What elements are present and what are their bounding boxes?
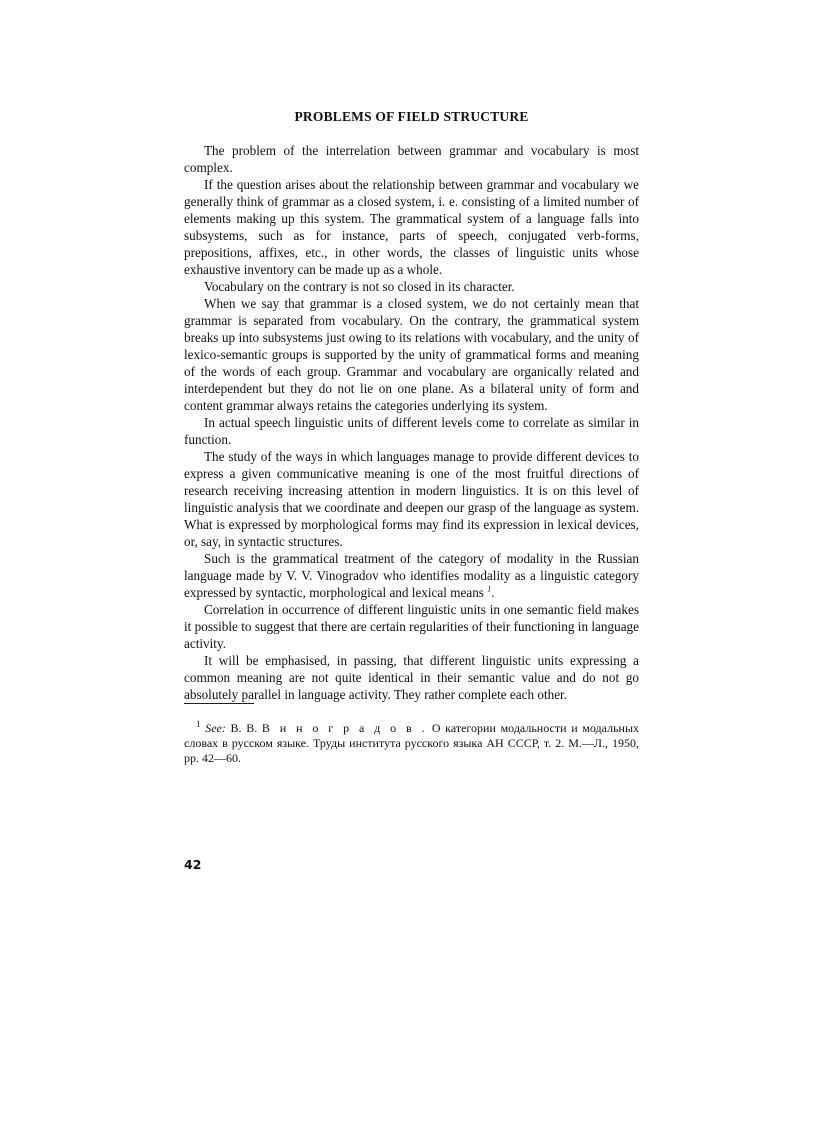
footnote-marker: 1 <box>196 719 201 729</box>
footnote-text: О категории модальности и модальных словах в русском языке. Труды института русского языка АН СССР, т. 2. М.—Л., 1950, pp. 42—60. <box>184 721 640 765</box>
ref-suffix: . <box>491 585 495 600</box>
paragraph: It will be emphasised, in passing, that different linguistic units expressing a common meaning are not quite identical in their semantic value and do not go absolutely parallel in language activity. They rather complete each other. <box>184 653 639 702</box>
paragraph: Vocabulary on the contrary is not so closed in its character. <box>204 279 515 294</box>
paragraph: The study of the ways in which languages manage to provide different devices to express a given communicative meaning is one of the most fruitful directions of research receiving increasing attention in modern linguistics. It is on this level of linguistic analysis that we coordinate and deepen our grasp of the language as system. What is expressed by morphological forms may find its expression in lexical devices, or, say, in syntactic structures. <box>184 449 639 549</box>
footnote-initials: В. В. <box>230 721 258 735</box>
paragraph: If the question arises about the relationship between grammar and vocabulary we generally think of grammar as a closed system, i. e. consisting of a limited number of elements making up this system. The grammatical system of a language falls into subsystems, such as for instance, parts of speech, conjugated verb-forms, prepositions, affixes, etc., in other words, the classes of linguistic units whose exhaustive inventory can be made up as a whole. <box>184 177 639 277</box>
page-body <box>184 108 639 766</box>
paragraph: The problem of the interrelation between grammar and vocabulary is most complex. <box>184 143 639 175</box>
page-number: 42 <box>184 857 202 872</box>
paragraph: When we say that grammar is a closed system, we do not certainly mean that grammar is separated from vocabulary. On the contrary, the grammatical system breaks up into subsystems just owing to its relations with vocabulary, and the unity of lexico-semantic groups is supported by the unity of grammatical forms and meaning of the words of each group. Grammar and vocabulary are organically related and interdependent but they do not lie on one plane. As a bilateral unity of form and content grammar always retains the categories underlying its system. <box>184 296 639 413</box>
footnote-author: В и н о г р а д о в . <box>261 721 428 735</box>
footnote-see: See: <box>205 721 226 735</box>
footnote-reference[interactable]: 1 <box>487 584 492 594</box>
paragraph: In actual speech linguistic units of different levels come to correlate as similar in function. <box>184 415 639 447</box>
paragraph-with-footnote-ref <box>184 550 639 601</box>
paragraph: Correlation in occurrence of different linguistic units in one semantic field makes it possible to suggest that there are certain regularities of their functioning in language activity. <box>184 602 639 651</box>
paragraph-text: Such is the grammatical treatment of the category of modality in the Russian language made by V. V. Vinogradov who identifies modality as a linguistic category expressed by syntactic, morphological and lexical means <box>184 551 639 600</box>
footnote <box>184 721 639 766</box>
footnote-divider <box>184 703 254 704</box>
page-title: PROBLEMS OF FIELD STRUCTURE <box>294 109 529 124</box>
